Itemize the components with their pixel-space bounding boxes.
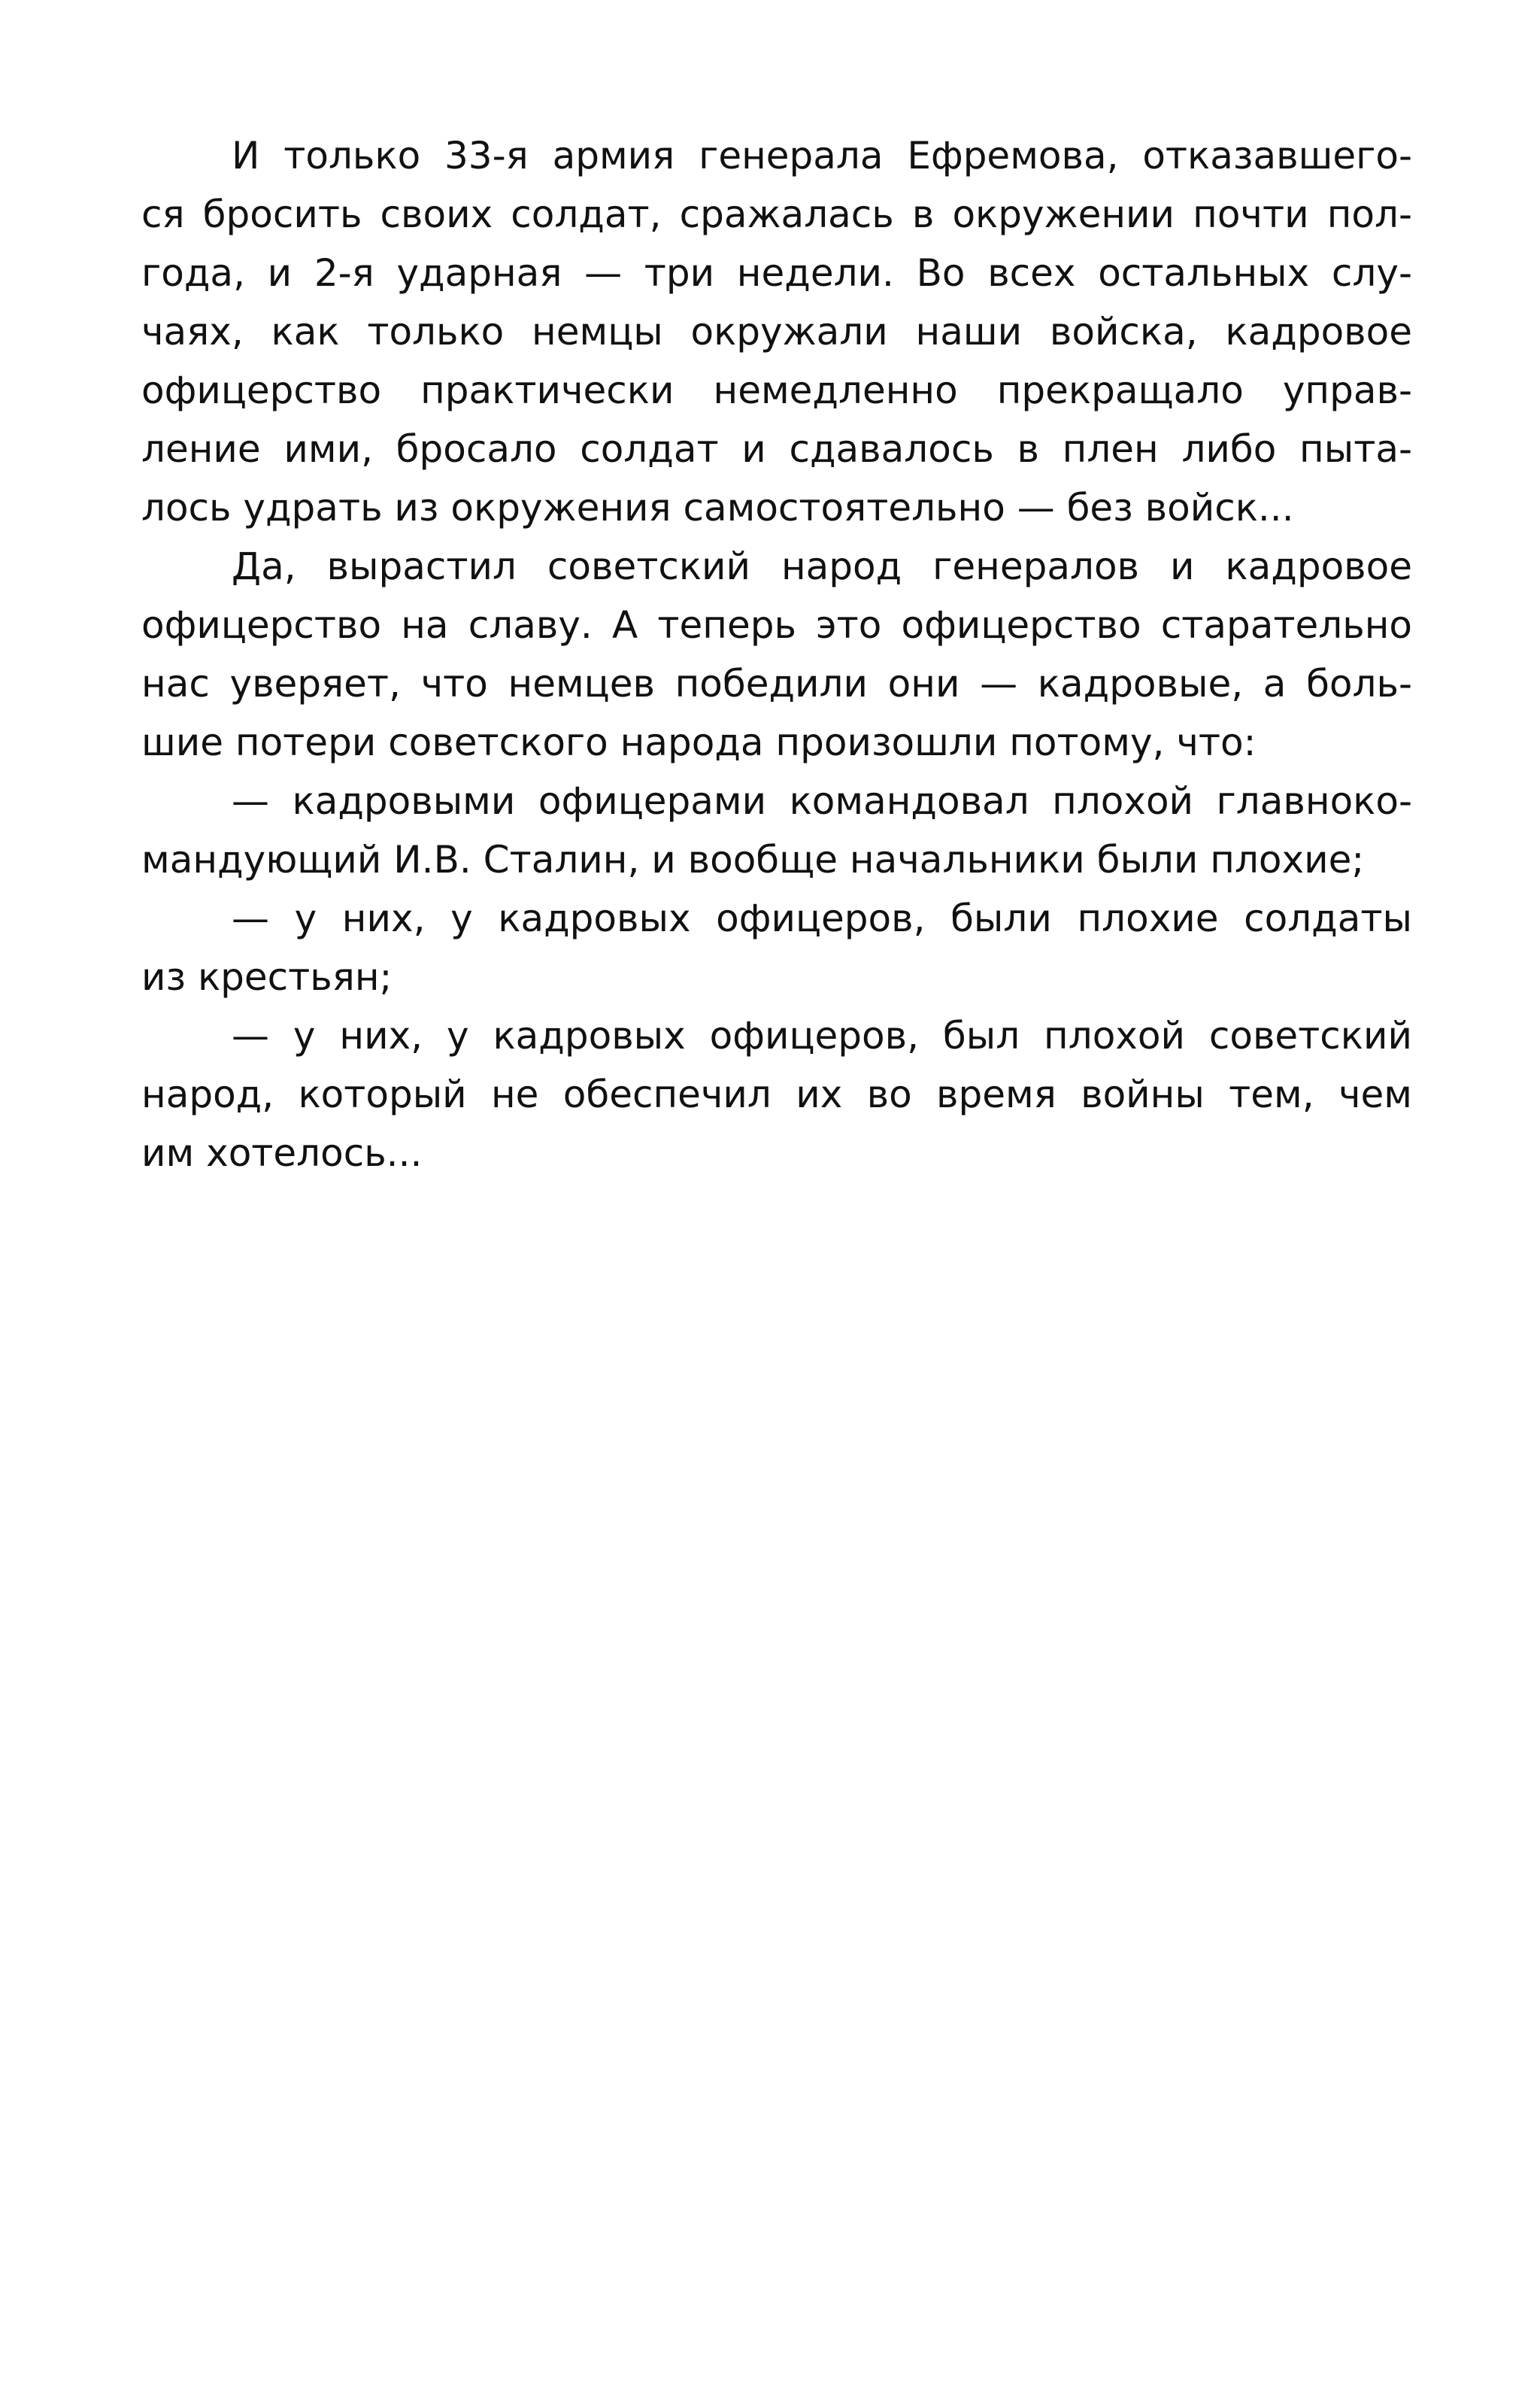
text-line: Да, вырастил советский народ генералов и кадровое <box>232 545 1412 588</box>
text-line: года, и 2-я ударная — три недели. Во всех остальных слу- <box>141 251 1412 295</box>
text-line: ление ими, бросало солдат и сдавалось в плен либо пыта- <box>141 427 1412 471</box>
text-line: — у них, у кадровых офицеров, был плохой советский <box>232 1014 1412 1058</box>
list-item <box>141 1006 1412 1182</box>
text-line: народ, который не обеспечил их во время войны тем, чем <box>141 1073 1412 1116</box>
text-line: — у них, у кадровых офицеров, были плохие солдаты <box>232 897 1412 940</box>
body-text <box>141 126 1412 1182</box>
text-line: — кадровыми офицерами командовал плохой главноко- <box>232 779 1412 823</box>
paragraph-2 <box>141 537 1412 772</box>
text-line: офицерство практически немедленно прекращало управ- <box>141 369 1412 412</box>
text-line: И только 33-я армия генерала Ефремова, отказавшего- <box>232 134 1412 178</box>
text-line: чаях, как только немцы окружали наши войска, кадровое <box>141 310 1412 354</box>
text-line: ся бросить своих солдат, сражалась в окружении почти пол- <box>141 193 1412 236</box>
paragraph-1 <box>141 126 1412 537</box>
text-line: нас уверяет, что немцев победили они — кадровые, а боль- <box>141 662 1412 706</box>
text-line: офицерство на славу. А теперь это офицерство старательно <box>141 603 1412 647</box>
text-line: лось удрать из окружения самостоятельно — без войск... <box>141 486 1294 530</box>
text-line: шие потери советского народа произошли потому, что: <box>141 721 1257 764</box>
text-line: им хотелось... <box>141 1131 423 1175</box>
text-line: мандующий И.В. Сталин, и вообще начальники были плохие; <box>141 838 1365 882</box>
list-item <box>141 889 1412 1006</box>
text-line: из крестьян; <box>141 955 393 999</box>
list-item <box>141 772 1412 889</box>
